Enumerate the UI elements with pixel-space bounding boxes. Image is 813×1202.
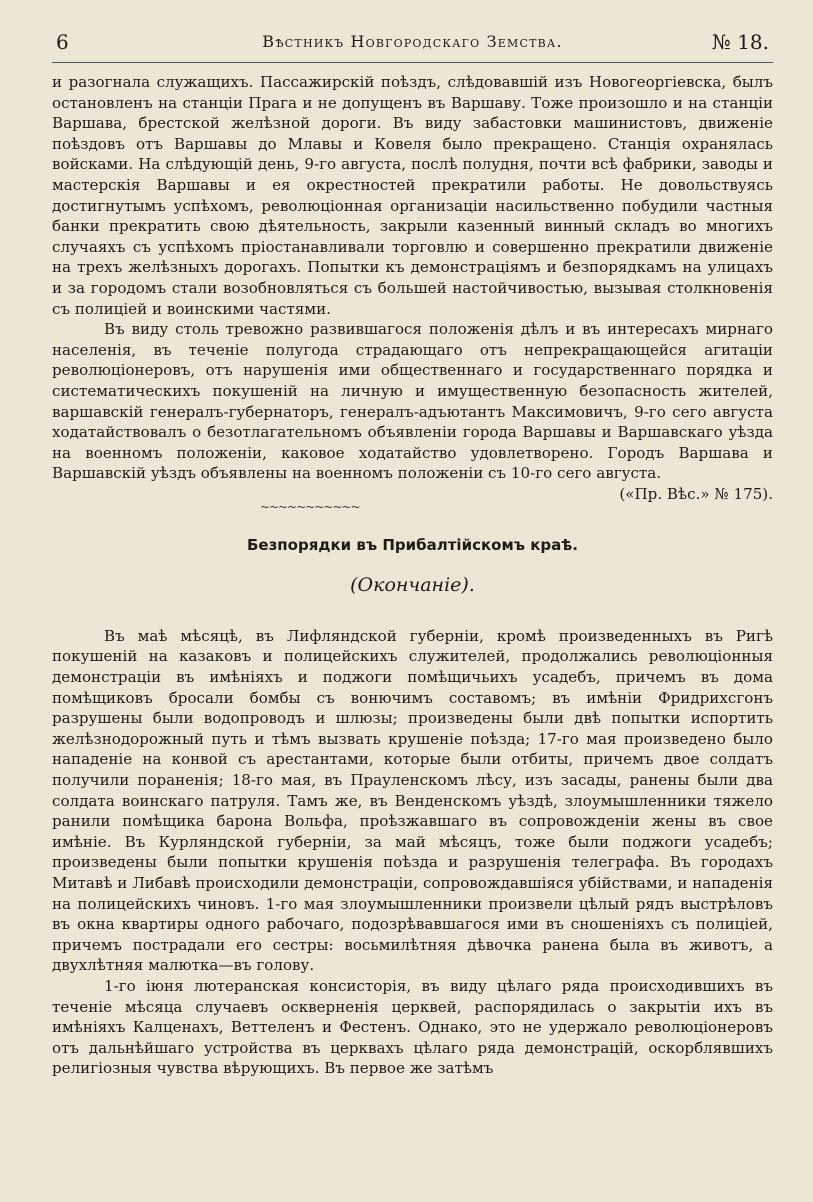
issue-number: № 18. [711,30,769,54]
article-warsaw [52,72,773,503]
section-subtitle: (Окончаніе). [350,573,475,596]
article-paragraph: и разогнала служащихъ. Пассажирскій поѣздъ, слѣдовавшій изъ Новогеоргіевска, былъ остановленъ на станціи Прага и не допущенъ въ Варшаву. Тоже произошло и на станціи Варшава, брестской желѣзной дороги. Въ виду забастовки машинистовъ, движеніе поѣздовъ отъ Варшавы до Млавы и Ковеля было прекращено. Станція охранялась войсками. На слѣдующій день, 9-го августа, послѣ полудня, почти всѣ фабрики, заводы и мастерскія Варшавы и ея окрестностей прекратили работы. Не довольствуясь достигнутымъ успѣхомъ, революціонная организаціи насильственно побудили частныя банки прекратить свою дѣятельность, закрыли казенный винный складъ во многихъ случаяхъ съ успѣхомъ пріостанавливали торговлю и совершенно прекратили движеніе на трехъ желѣзныхъ дорогахъ. Попытки къ демонстраціямъ и безпорядкамъ на улицахъ и за городомъ стали возобновляться съ большей настойчивостью, вызывая столкновенія съ полиціей и воинскими частями. [52,73,773,318]
section-separator: ~~~~~~~~~~~ [259,499,360,514]
running-title: Вѣстникъ Новгородскаго Земства. [262,32,563,51]
article-paragraph: 1-го іюня лютеранская консисторія, въ виду цѣлаго ряда происходившихъ въ теченіе мѣсяца случаевъ оскверненія церквей, распорядилась о закрытіи ихъ въ имѣніяхъ Калценахъ, Веттеленъ и Фестенъ. Однако, это не удержало революціонеровъ отъ дальнѣйшаго устройства въ церквахъ цѣлаго ряда демонстрацій, оскорблявшихъ религіозныя чувства вѣрующихъ. Въ первое же затѣмъ [52,976,773,1078]
page-number: 6 [56,30,69,54]
article-paragraph-text: Въ виду столь тревожно развившагося положенія дѣлъ и въ интересахъ мирнаго населенія, въ теченіе полугода страдающаго отъ непрекращающейся агитаціи революціонеровъ, отъ нарушенія ими общественнаго и государственнаго порядка и систематическихъ покушеній на личную и имущественную безопасность жителей, варшавскій генералъ-губернаторъ, генералъ-адъютантъ Максимовичъ, 9-го сего августа ходатайствовалъ о безотлагательномъ объявленіи города Варшавы и Варшавскаго уѣзда на военномъ положеніи, каковое ходатайство удовлетворено. Городъ Варшава и Варшавскій уѣздъ объявлены на военномъ положеніи съ 10-го сего августа. [52,320,773,483]
section-title: Безпорядки въ Прибалтійскомъ краѣ. [246,535,578,554]
source-citation: («Пр. Вѣс.» № 175). [619,484,773,503]
article-paragraph [52,319,773,503]
page-header [52,28,773,63]
article-baltic [52,626,773,1079]
article-paragraph: Въ маѣ мѣсяцѣ, въ Лифляндской губерніи, кромѣ произведенныхъ въ Ригѣ покушеній на казаковъ и полицейскихъ служителей, продолжались революціонныя демонстраціи въ имѣніяхъ и поджоги помѣщичьихъ усадебъ, причемъ въ дома помѣщиковъ бросали бомбы съ вонючимъ составомъ; въ имѣніи Фридрихсгонъ разрушены были водопроводъ и шлюзы; произведены были двѣ попытки испортить желѣзнодорожный путь и тѣмъ вызвать крушеніе поѣзда; 17-го мая произведено было нападеніе на конвой съ арестантами, которые были отбиты, причемъ двое солдатъ получили пораненія; 18-го мая, въ Прауленскомъ лѣсу, изъ засады, ранены были два солдата воинскаго патруля. Тамъ же, въ Венденскомъ уѣздѣ, злоумышленники тяжело ранили помѣщика барона Вольфа, проѣзжавшаго въ сопровожденіи жены въ свое имѣніе. Въ Курляндской губерніи, за май мѣсяцъ, тоже были поджоги усадебъ; произведены были попытки крушенія поѣзда и разрушенія телеграфа. Въ городахъ Митавѣ и Либавѣ происходили демонстраціи, сопровождавшіяся убійствами, и нападенія на полицейскихъ чиновъ. 1-го мая злоумышленники произвели цѣлый рядъ выстрѣловъ въ окна квартиры одного рабочаго, подозрѣвавшагося ими въ сношеніяхъ съ полиціей, причемъ пострадали его сестры: восьмилѣтняя дѣвочка ранена была въ животъ, а двухлѣтняя малютка—въ голову. [52,626,773,975]
